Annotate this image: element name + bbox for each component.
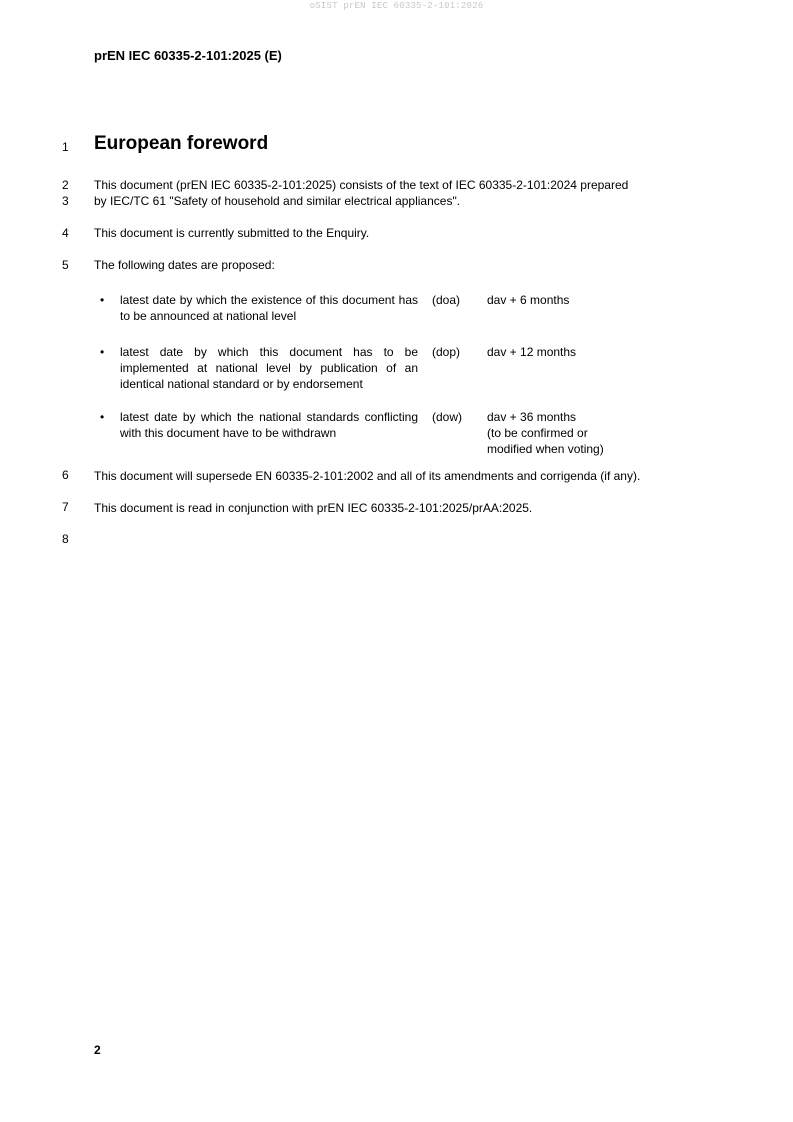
page-number: 2	[94, 1043, 101, 1057]
date-code: (dop)	[432, 345, 461, 359]
line-number: 3	[62, 194, 69, 208]
section-heading: European foreword	[94, 133, 269, 154]
document-header-title: prEN IEC 60335-2-101:2025 (E)	[94, 48, 282, 63]
date-code: (doa)	[432, 293, 461, 307]
conjunction-paragraph: This document is read in conjunction with prEN IEC 60335-2-101:2025/prAA:2025.	[94, 501, 533, 515]
supersede-paragraph: This document will supersede EN 60335-2-101:2002 and all of its amendments and corrigenda (if any).	[94, 469, 641, 483]
line-number: 6	[62, 468, 69, 482]
line-number: 1	[62, 140, 69, 154]
bullet: •	[100, 293, 105, 307]
dates-intro-paragraph: The following dates are proposed:	[94, 258, 275, 272]
line-number: 4	[62, 226, 69, 240]
watermark: oSIST prEN IEC 60335-2-101:2026	[309, 1, 484, 11]
intro-paragraph-line-1: This document (prEN IEC 60335-2-101:2025) consists of the text of IEC 60335-2-101:2024 prepared	[94, 178, 629, 192]
date-value: dav + 6 months	[487, 293, 570, 307]
date-value: dav + 36 months (to be confirmed or modified when voting)	[487, 410, 604, 456]
intro-paragraph-line-2: by IEC/TC 61 "Safety of household and similar electrical appliances".	[94, 194, 461, 208]
line-number: 5	[62, 258, 69, 272]
line-number: 8	[62, 532, 69, 546]
date-value: dav + 12 months	[487, 345, 577, 359]
date-description: latest date by which the national standards conflicting with this document have to be withdrawn	[120, 410, 418, 440]
date-code: (dow)	[432, 410, 463, 424]
date-description: latest date by which this document has to be implemented at national level by publication of an identical national standard or by endorsement	[120, 345, 418, 391]
line-number: 7	[62, 500, 69, 514]
line-number: 2	[62, 178, 69, 192]
date-description: latest date by which the existence of this document has to be announced at national level	[120, 293, 418, 323]
bullet: •	[100, 345, 105, 359]
bullet: •	[100, 410, 105, 424]
enquiry-paragraph: This document is currently submitted to the Enquiry.	[94, 226, 370, 240]
